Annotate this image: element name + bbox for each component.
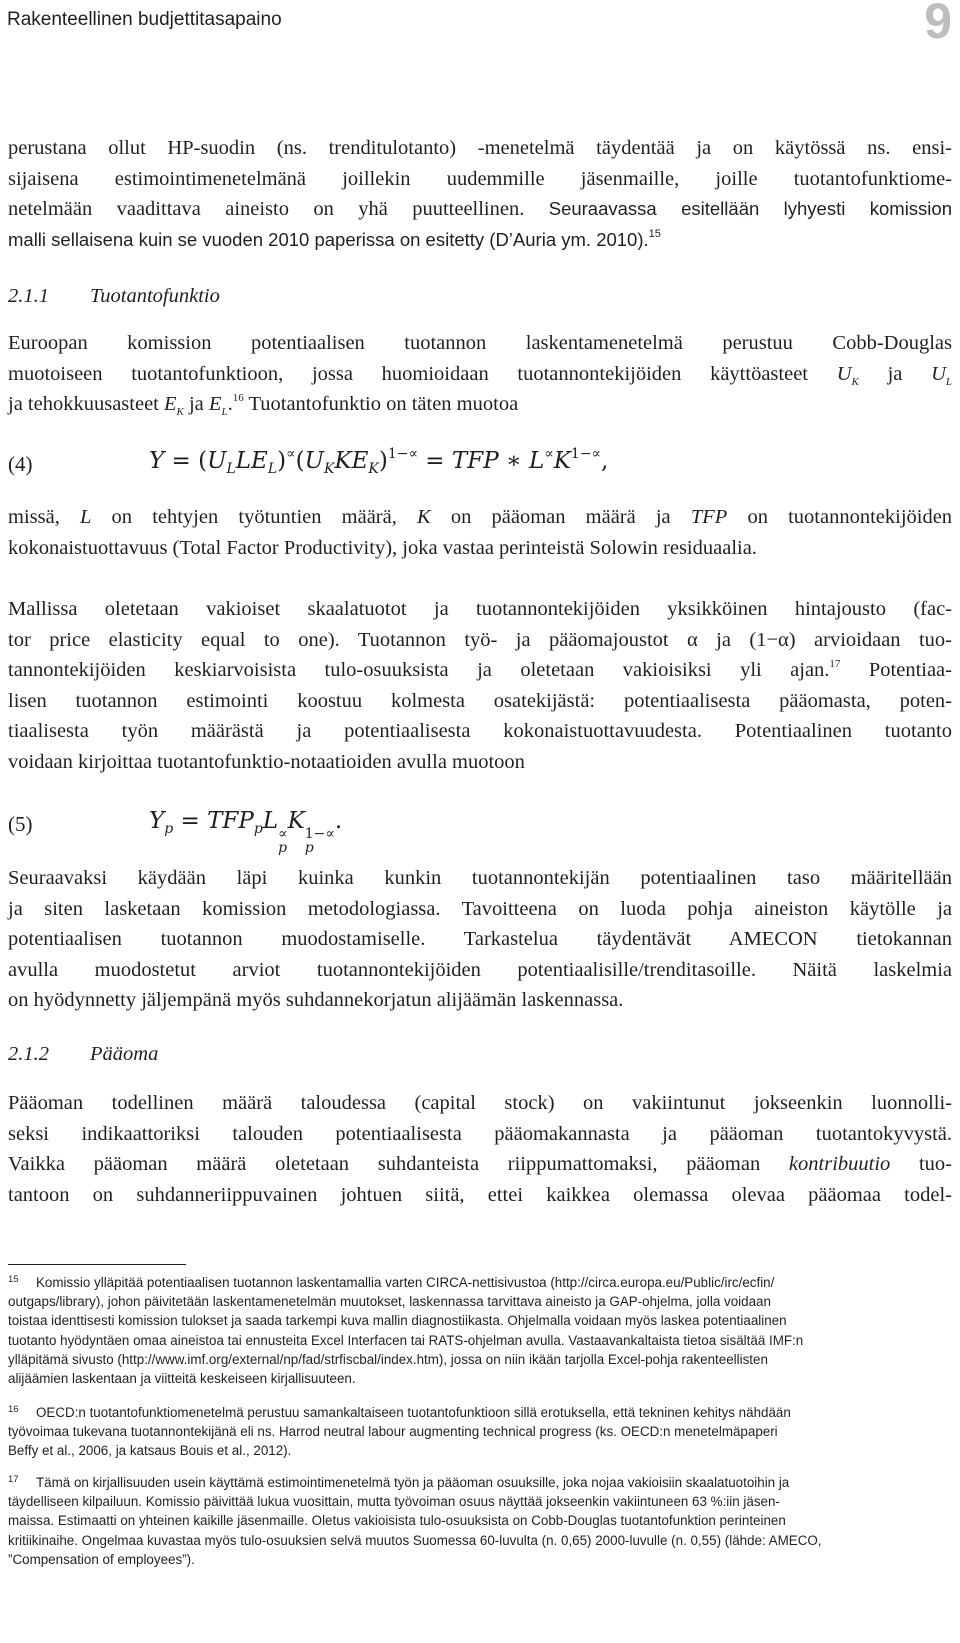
eq-operator: ∗ [498,448,529,474]
footnote-line: outgaps/library), johon päivitetään laskentamenetelmän muutokset, laskennassa tarvittava aineisto ja GAP-ohjelma, jolla voidaan [8,1294,771,1310]
text-span: Potentiaa- [868,659,952,681]
text-line [8,194,952,225]
eq-symbol: L [528,448,545,474]
text-line: Mallissa oletetaan vakioiset skaalatuotot ja tuotannontekijöiden yksikköinen hintajousto (fac- [8,598,952,620]
symbol: E [208,393,222,415]
section-heading-2-1-1 [8,285,220,308]
eq-subscript: p [253,821,263,837]
section-heading-2-1-2 [8,1043,158,1066]
subscript: K [176,406,184,418]
text-span: on pääoman määrä ja [450,506,671,528]
eq-operator: . [334,808,343,834]
model-assumptions-paragraph [8,594,952,777]
eq-symbol: E [251,448,268,474]
subscript: L [221,406,228,418]
eq-superscript: ∝ [544,446,554,462]
footnote-line: OECD:n tuotantofunktiomenetelmä perustuu samankaltaiseen tuotantofunktioon sillä erotuksella, että tekninen kehitys nähdään [36,1405,791,1420]
symbol: U [931,362,946,385]
eq-operator: ) [277,448,287,474]
footnote-line: kritiikinaihe. Ongelmaa kuvastaa myös tulo-osuuksien selvä muutos Suomessa 60-luvulta (n. 0,65) 2000-luvulle (n. 0,55) (lähde: AMECO, [8,1532,822,1548]
equation-label: (5) [8,812,33,836]
eq-script-stack [278,827,287,855]
text-line [8,1149,952,1180]
running-header-title: Rakenteellinen budjettitasapaino [7,9,282,30]
text-span: Tuotantofunktio on täten muotoa [248,393,519,415]
footnote-divider [8,1264,186,1265]
eq-symbol: TFP [451,448,499,474]
eq-symbol: E [351,448,369,474]
symbol: L [79,506,92,528]
eq-superscript: ∝ [278,826,288,842]
footnote-line: alijäämien laskentaan ja viitteitä keskeiseen kirjallisuuteen. [8,1371,356,1387]
text-span: ja tehokkuusasteet [8,393,159,415]
eq-symbol: K [334,448,352,474]
text-line: potentiaalisen tuotannon muodostamiselle. Tarkastelua täydentävät AMECON tietokannan [8,928,952,950]
text-span: muotoiseen tuotantofunktioon, jossa huomioidaan tuotannontekijöiden käyttöasteet [8,362,808,385]
eq-subscript: p [304,840,314,856]
equation-label: (4) [8,452,33,476]
eq-symbol: Y [149,448,165,474]
text-span: tannontekijöiden keskiarvoisista tulo-osuuksista ja oletetaan vakioisiksi yli ajan. [8,659,830,681]
text-span: Seuraavassa esitellään lyhyesti komission [548,198,952,219]
footnote-number: 15 [8,1274,19,1285]
text-line: Euroopan komission potentiaalisen tuotannon laskentamenetelmä perustuu Cobb-Douglas [8,332,952,354]
text-line: on hyödynnetty jäljempänä myös suhdannekorjatun alijäämän laskennassa. [8,989,624,1011]
footnote-number: 17 [8,1474,19,1485]
footnote-ref: 15 [648,227,661,240]
symbol: K [417,506,431,528]
text-line: sijaisena estimointimenetelmänä joillekin uudemmille jäsenmaille, joille tuotantofunktiome- [8,167,952,190]
subscript: K [851,375,859,388]
eq-symbol: U [304,448,324,474]
section-number: 2.1.2 [8,1043,49,1065]
footnote-line: Tämä on kirjallisuuden usein käyttämä estimointimenetelmä työn ja pääoman osuuksille, joka nojaa vakioisiin skaalatuotoihin ja [36,1475,790,1490]
footnote-17 [8,1473,918,1569]
intro-paragraph [8,133,952,255]
text-line: tiaalisesta työn määrästä ja potentiaalisesta kokonaistuottavuudesta. Potentiaalinen tuotanto [8,720,952,742]
text-line [8,655,952,686]
capital-paragraph [8,1088,952,1210]
next-steps-paragraph [8,863,952,1016]
footnote-line: täydelliseen kilpailuun. Komissio päivittää lukua vuosittain, mutta työvoiman osuus näyttää jokseenkin vakiintuneen 63 %:iin jäsen- [8,1494,780,1510]
footnote-ref: 16 [232,392,244,404]
text-line [8,502,952,533]
eq-symbol: Y [149,808,165,834]
section-title: Tuotantofunktio [90,285,220,307]
eq-symbol: L [262,808,279,834]
eq-superscript: ∝ [286,446,296,462]
text-span: . [227,393,233,415]
symbol: E [163,393,177,415]
eq-subscript: p [164,821,174,837]
text-line: Seuraavaksi käydään läpi kuinka kunkin tuotannontekijän potentiaalinen taso määritellään [8,867,952,889]
text-line [8,359,952,390]
text-line: seksi indikaattoriksi talouden potentiaalisesta pääomakannasta ja pääoman tuotantokyvystä. [8,1122,952,1145]
section-title: Pääoma [90,1043,159,1065]
eq-symbol: K [287,808,305,834]
footnote-line: tuotanto hyödyntäen omaa aineistoa tai ennusteita Excel Interfacen tai RATS-ohjelman avulla. Vastaavankaltaista tietoa sisältää IMF:n [8,1332,804,1348]
text-line: voidaan kirjoittaa tuotantofunktio-notaatioiden avulla muotoon [8,750,525,773]
page-number: 9 [924,0,952,49]
text-line: tor price elasticity equal to one). Tuotannon työ- ja pääomajoustot α ja (1−α) arvioidaan tuo- [8,628,952,651]
text-span: ja [887,362,903,385]
symbol: U [836,362,852,385]
equation-4 [8,446,952,492]
footnote-16 [8,1403,918,1461]
footnote-line: Beffy et al., 2006, ja katsaus Bouis et al., 2012). [8,1443,292,1459]
variables-paragraph [8,502,952,563]
text-line: kokonaistuottavuus (Total Factor Productivity), joka vastaa perinteistä Solowin residuaalia. [8,536,757,559]
eq-symbol: TFP [207,808,254,834]
footnote-line: työvoimaa tukevana tuotannontekijänä eli ns. Harrod neutral labour augmenting technical progress (ks. OECD:n menetelmäpaperi [8,1424,778,1440]
eq-subscript: K [368,461,379,477]
subscript: L [945,375,953,388]
text-line [8,225,952,256]
footnote-ref: 17 [829,658,841,670]
footnote-15 [8,1273,918,1388]
text-line: Pääoman todellinen määrä taloudessa (capital stock) on vakiintunut jokseenkin luonnolli- [8,1092,952,1114]
footnote-line: toistaa identtisesti komission tulokset ja saada tarkempi kuva mallin diagnostiikasta. Ohjelmalla voidaan myös laskea potentiaalinen [8,1313,787,1329]
equation-body [149,446,609,477]
eq-operator: = [173,808,208,834]
eq-operator: = [418,448,452,474]
eq-operator: = ( [164,448,208,474]
eq-operator: ( [295,448,305,474]
text-line: lisen tuotannon estimointi koostuu kolmesta osatekijästä: potentiaalisesta pääomasta, poten- [8,689,952,712]
footnote-line: maissa. Estimaatti on yhteinen kaikille jäsenmaille. Oletus vakioisista tulo-osuuksista on Cobb-Douglas tuotantofunktion perinteinen [8,1513,786,1529]
symbol: TFP [690,506,728,528]
text-line: ja siten lasketaan komission metodologiassa. Tavoitteena on luoda pohja aineiston käytölle ja [8,897,952,920]
footnote-line: ”Compensation of employees”). [8,1551,195,1567]
text-line [8,389,952,420]
text-line: tantoon on suhdanneriippuvainen johtuen siitä, ettei kaikkea olemassa olevaa pääomaa todel- [8,1183,952,1206]
eq-superscript: 1−∝ [304,826,335,842]
eq-superscript: 1−∝ [387,446,418,462]
section-number: 2.1.1 [8,285,49,307]
footnote-line: ylläpitämä sivusto (http://www.imf.org/external/np/fad/strfiscbal/index.htm), jossa on niin ikään tarjolla Excel-pohja rakenteellisten [8,1351,768,1367]
text-span: missä, [8,506,60,528]
eq-symbol: L [235,448,252,474]
footnote-number: 16 [8,1404,19,1415]
text-span: tuo- [918,1153,953,1175]
eq-subscript: p [278,840,288,856]
eq-operator: ) [378,448,388,474]
eq-subscript: L [267,461,278,477]
equation-body [149,808,342,855]
text-span: on tehtyjen työtuntien määrä, [111,506,397,528]
text-span: malli sellaisena kuin se vuoden 2010 paperissa on esitetty (D’Auria ym. 2010). [8,228,649,250]
eq-operator: , [601,448,609,474]
eq-superscript: 1−∝ [570,446,602,462]
text-span: ja [188,393,204,415]
eq-subscript: K [323,461,335,477]
eq-symbol: U [207,448,227,474]
text-span: netelmään vaadittava aineisto on yhä puutteellinen. [8,198,525,220]
text-line: avulla muodostetut arviot tuotannontekijöiden potentiaalisille/trenditasoille. Näitä laskelmia [8,958,952,981]
text-span: on tuotannontekijöiden [747,506,953,528]
equation-5 [8,808,952,856]
text-span: Vaikka pääoman määrä oletetaan suhdanteista riippumattomaksi, pääoman [8,1153,761,1175]
text-span-italic: kontribuutio [788,1153,891,1175]
eq-script-stack [305,827,335,855]
production-function-paragraph [8,328,952,420]
text-line: perustana ollut HP-suodin (ns. trenditulotanto) -menetelmä täydentää ja on käytössä ns. ensi- [8,137,952,159]
eq-subscript: L [226,461,236,477]
footnote-line: Komissio ylläpitää potentiaalisen tuotannon laskentamallia varten CIRCA-nettisivustoa (http://circa.europa.eu/Public/irc/ecfin/ [36,1275,775,1290]
eq-symbol: K [553,448,571,474]
